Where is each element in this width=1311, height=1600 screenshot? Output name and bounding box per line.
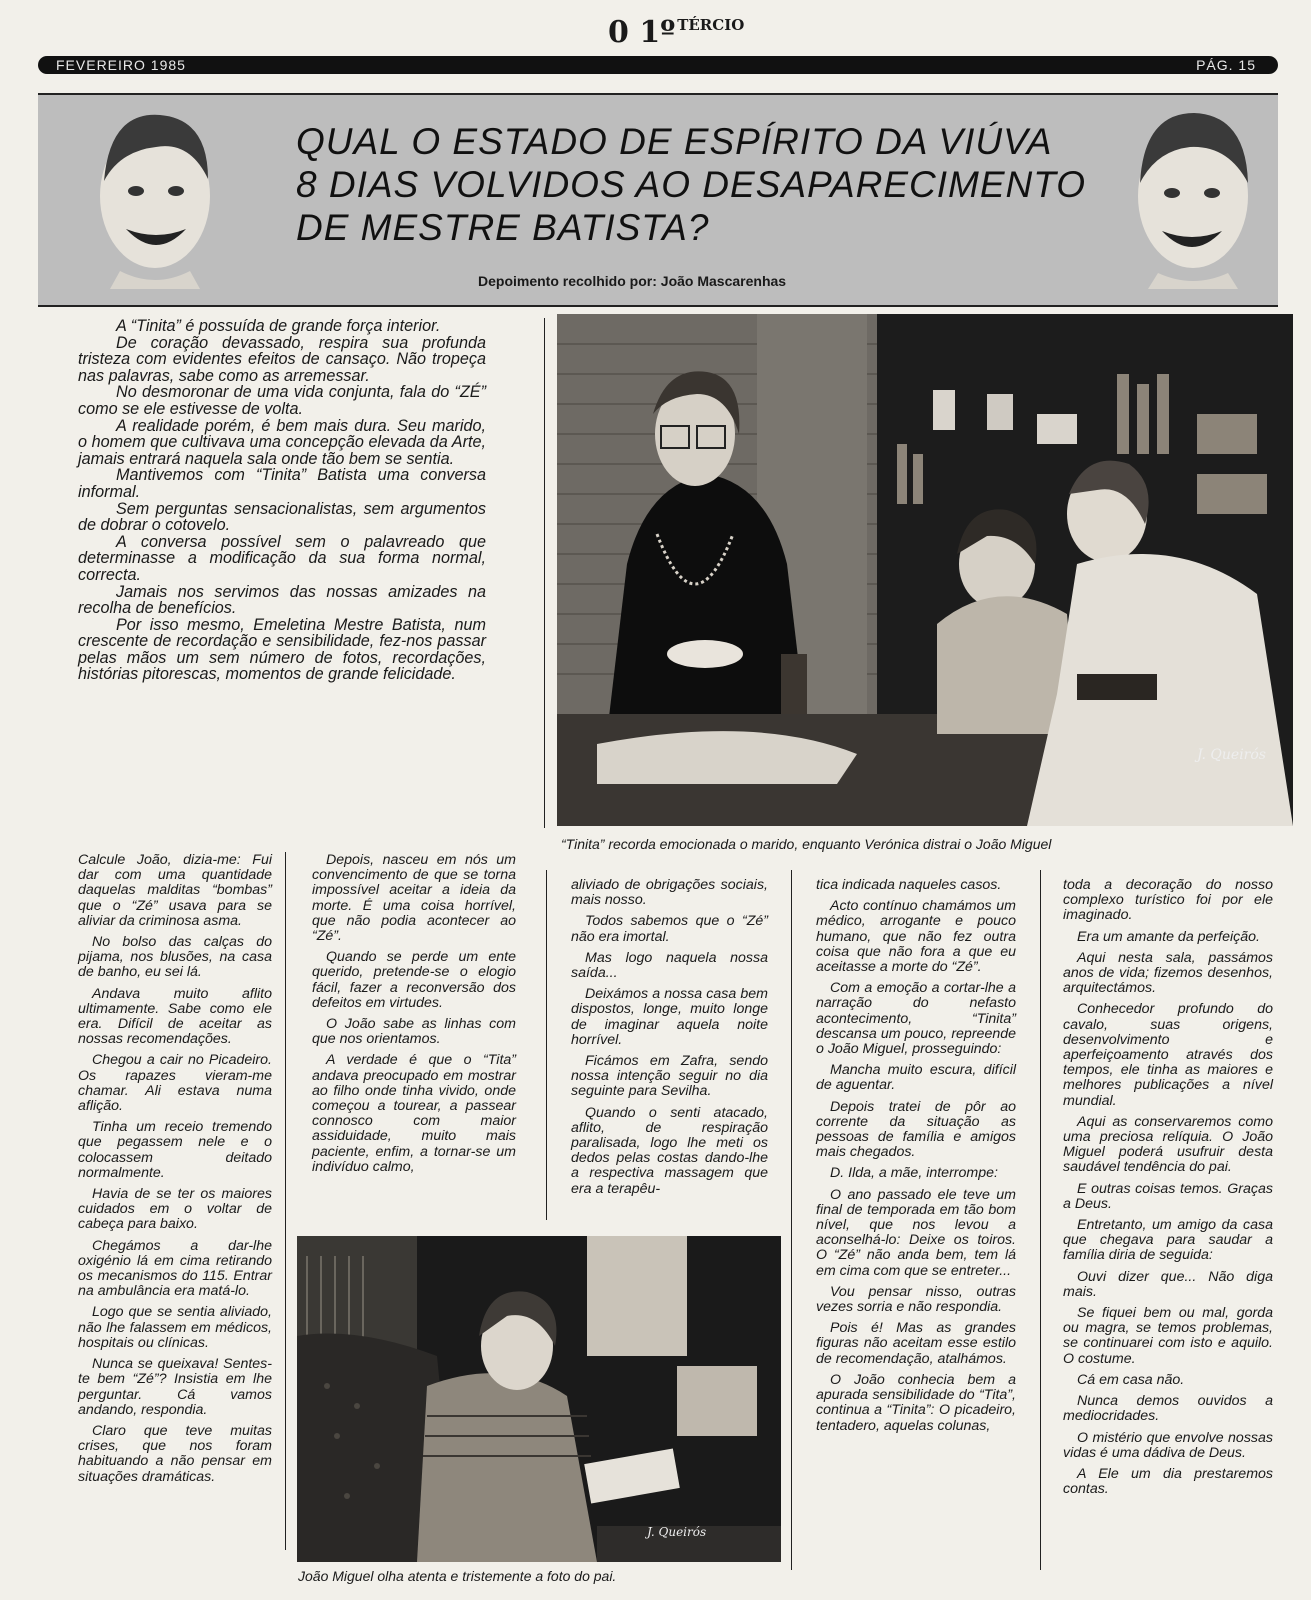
column-paragraph: Se fiquei bem ou mal, gorda ou magra, se temos problemas, se continuarei com isto e aquilo. O costume. [1063, 1305, 1273, 1367]
column-paragraph: Andava muito aflito ultimamente. Sabe como ele era. Difícil de aceitar as nossas recomendações. [78, 985, 272, 1048]
column-paragraph: Tinha um receio tremendo que pegassem nele e o colocassem deitado normalmente. [78, 1119, 272, 1181]
intro-paragraph: Por isso mesmo, Emeletina Mestre Batista, num crescente de recordação e sensibilidade, fez-nos passar pelas mãos um sem número de fotos, recordações, histórias pitorescas, momentos de grande felicidade. [78, 615, 486, 684]
intro-paragraph: A conversa possível sem o palavreado que determinasse a modificação da sua forma normal, correcta. [78, 532, 486, 584]
column-paragraph: Quando se perde um ente querido, pretende-se o elogio fácil, fazer a reconversão dos defeitos em virtudes. [312, 949, 516, 1011]
headline-line-1: QUAL O ESTADO DE ESPÍRITO DA VIÚVA [296, 121, 1053, 162]
column-paragraph: O João conhecia bem a apurada sensibilidade do “Tita”, continua a “Tinita”: O picadeiro, tentadero, aquelas colunas, [816, 1371, 1016, 1434]
column-paragraph: Deixámos a nossa casa bem dispostos, longe, muito longe de imaginar aquela noite horrível. [571, 986, 768, 1048]
column-paragraph: Todos sabemos que o “Zé” não era imortal. [571, 913, 768, 945]
article-column-2 [312, 853, 516, 1181]
column-paragraph: Conhecedor profundo do cavalo, suas origens, desenvolvimento e aperfeiçoamento através dos tempos, ele tinha as maiores e melhores publicações a nível mundial. [1063, 1001, 1273, 1109]
svg-text:J. Queirós: J. Queirós [1197, 747, 1266, 763]
logo-small: TÉRCIO [677, 16, 745, 34]
logo-main: 0 1º [608, 15, 676, 50]
column-paragraph: A verdade é que o “Tita” andava preocupado em mostrar ao filho onde tinha vivido, onde começou a tourear, a passear connosco com maior assiduidade, muito mais paciente, enfim, a tornar-se um indivíduo calmo, [312, 1052, 516, 1175]
column-paragraph: D. Ilda, a mãe, interrompe: [830, 1165, 998, 1182]
issue-date: FEVEREIRO 1985 [56, 57, 186, 73]
column-divider [285, 852, 286, 1550]
column-paragraph: Aqui as conservaremos como uma preciosa relíquia. O João Miguel poderá usufruir desta saudável tendência do pai. [1063, 1113, 1273, 1176]
column-paragraph: Mas logo naquela nossa saída... [571, 949, 768, 982]
column-paragraph: Com a emoção a cortar-lhe a narração do nefasto acontecimento, “Tinita” descansa um pouco, repreende o João Miguel, prosseguindo: [816, 980, 1016, 1058]
column-paragraph: E outras coisas temos. Graças a Deus. [1063, 1180, 1273, 1212]
column-paragraph: tica indicada naqueles casos. [816, 877, 1002, 893]
intro-paragraph: No desmoronar de uma vida conjunta, fala do “ZÉ” como se ele estivesse de volta. [78, 383, 486, 418]
column-paragraph: O mistério que envolve nossas vidas é uma dádiva de Deus. [1063, 1429, 1273, 1461]
column-paragraph: toda a decoração do nosso complexo turístico foi por ele imaginado. [1063, 877, 1273, 924]
column-paragraph: Aqui nesta sala, passámos anos de vida; fizemos desenhos, arquitectámos. [1063, 949, 1273, 997]
column-paragraph: Vou pensar nisso, outras vezes sorria e não respondia. [816, 1283, 1016, 1316]
column-paragraph: Quando o senti atacado, aflito, de respiração paralisada, logo lhe meti os dedos pelas costas dando-lhe a respectiva massagem que era a terapêu- [571, 1104, 768, 1197]
column-paragraph: Nunca se queixava! Sentes-te bem “Zé”? Insistia em lhe perguntar. Cá vamos andando, respondia. [78, 1356, 272, 1418]
child-portrait-left [90, 101, 220, 289]
child-portrait-right [1128, 101, 1258, 289]
headline-banner [38, 93, 1278, 307]
column-paragraph: Ficámos em Zafra, sendo nossa intenção seguir no dia seguinte para Sevilha. [571, 1053, 768, 1100]
newspaper-logo [608, 15, 745, 50]
column-paragraph: No bolso das calças do pijama, nos blusões, na casa de banho, eu sei lá. [78, 934, 272, 981]
column-divider [546, 870, 547, 1220]
column-paragraph: Mancha muito escura, difícil de aguentar. [816, 1062, 1016, 1094]
masthead [0, 0, 1311, 80]
byline: Depoimento recolhido por: João Mascarenhas [478, 273, 787, 289]
column-paragraph: Depois tratei de pôr ao corrente da situação as pessoas de família e amigos mais chegados. [816, 1098, 1016, 1161]
column-divider [791, 870, 792, 1570]
svg-text:J. Queirós: J. Queirós [647, 1525, 707, 1539]
column-paragraph: Entretanto, um amigo da casa que chegava para saudar a família diria de seguida: [1063, 1217, 1273, 1264]
photo-caption-2: João Miguel olha atenta e tristemente a foto do pai. [298, 1568, 617, 1584]
column-paragraph: Calcule João, dizia-me: Fui dar com uma quantidade daquelas malditas “bombas” que o “Zé” usava para se aliviar da criminosa asma. [78, 852, 272, 929]
article-column-5 [1063, 878, 1273, 1503]
intro-text [78, 318, 486, 683]
column-divider [1040, 870, 1041, 1570]
intro-paragraph: A “Tinita” é possuída de grande força interior. [116, 317, 441, 335]
column-paragraph: Havia de se ter os maiores cuidados em o voltar de cabeça para baixo. [78, 1186, 272, 1233]
column-paragraph: O João sabe as linhas com que nos orientamos. [312, 1016, 516, 1048]
column-paragraph: Acto contínuo chamámos um médico, arrogante e pouco humano, que não fez outra coisa que não fora a que eu aceitasse a morte do “Zé”. [816, 898, 1016, 976]
intro-paragraph: Sem perguntas sensacionalistas, sem argumentos de dobrar o cotovelo. [78, 499, 486, 535]
column-divider [544, 318, 545, 828]
column-paragraph: A Ele um dia prestaremos contas. [1063, 1465, 1273, 1498]
column-paragraph: Chegámos a dar-lhe oxigénio lá em cima retirando os mecanismos do 115. Entrar na ambulância era matá-lo. [78, 1237, 272, 1300]
column-paragraph: Cá em casa não. [1077, 1371, 1185, 1388]
column-paragraph: Ouvi dizer que... Não diga mais. [1063, 1268, 1273, 1300]
page-number: PÁG. 15 [1196, 57, 1256, 73]
column-paragraph: O ano passado ele teve um final de temporada em tão bom nível, que nos levou a aconselhá-lo: Deixe os toiros. O “Zé” não anda bem, tem lá em cima com que se entreter... [816, 1186, 1016, 1279]
column-paragraph: aliviado de obrigações sociais, mais nosso. [571, 877, 768, 909]
column-paragraph: Chegou a cair no Picadeiro. Os rapazes vieram-me chamar. Ali estava numa aflição. [78, 1052, 272, 1115]
intro-paragraph: Mantivemos com “Tinita” Batista uma conversa informal. [78, 466, 486, 501]
intro-paragraph: A realidade porém, é bem mais dura. Seu marido, o homem que cultivava uma concepção elevada da Arte, jamais entrará naquela sala onde tão bem se sentia. [78, 416, 486, 468]
article-column-4 [816, 878, 1016, 1440]
column-paragraph: Nunca demos ouvidos a mediocridades. [1063, 1393, 1273, 1425]
top-bar [38, 56, 1278, 74]
headline [296, 120, 1116, 249]
intro-paragraph: Jamais nos servimos das nossas amizades na recolha de benefícios. [78, 582, 486, 618]
article-column-3 [571, 878, 768, 1203]
column-paragraph: Pois é! Mas as grandes figuras não aceitam esse estilo de recomendação, atalhámos. [816, 1320, 1016, 1367]
headline-line-2: 8 DIAS VOLVIDOS AO DESAPARECIMENTO [296, 164, 1086, 205]
photo-caption-1: “Tinita” recorda emocionada o marido, enquanto Verónica distrai o João Miguel [561, 836, 1052, 852]
column-paragraph: Claro que teve muitas crises, que nos foram habituando a não pensar em situações dramáticas. [78, 1422, 272, 1485]
photo-boy-with-photo [297, 1236, 781, 1562]
headline-line-3: DE MESTRE BATISTA? [296, 207, 710, 248]
article-column-1 [78, 853, 272, 1491]
column-paragraph: Era um amante da perfeição. [1077, 928, 1260, 945]
column-paragraph: Depois, nasceu em nós um convencimento de que se torna impossível aceitar a ideia da morte. É uma coisa horrível, que não podia acontecer ao “Zé”. [312, 852, 516, 945]
intro-paragraph: De coração devassado, respira sua profunda tristeza com evidentes efeitos de cansaço. Não tropeça nas palavras, sabe como as arremessar. [78, 333, 486, 385]
photo-living-room [557, 314, 1293, 826]
column-paragraph: Logo que se sentia aliviado, não lhe falassem em médicos, hospitais ou clínicas. [78, 1304, 272, 1351]
